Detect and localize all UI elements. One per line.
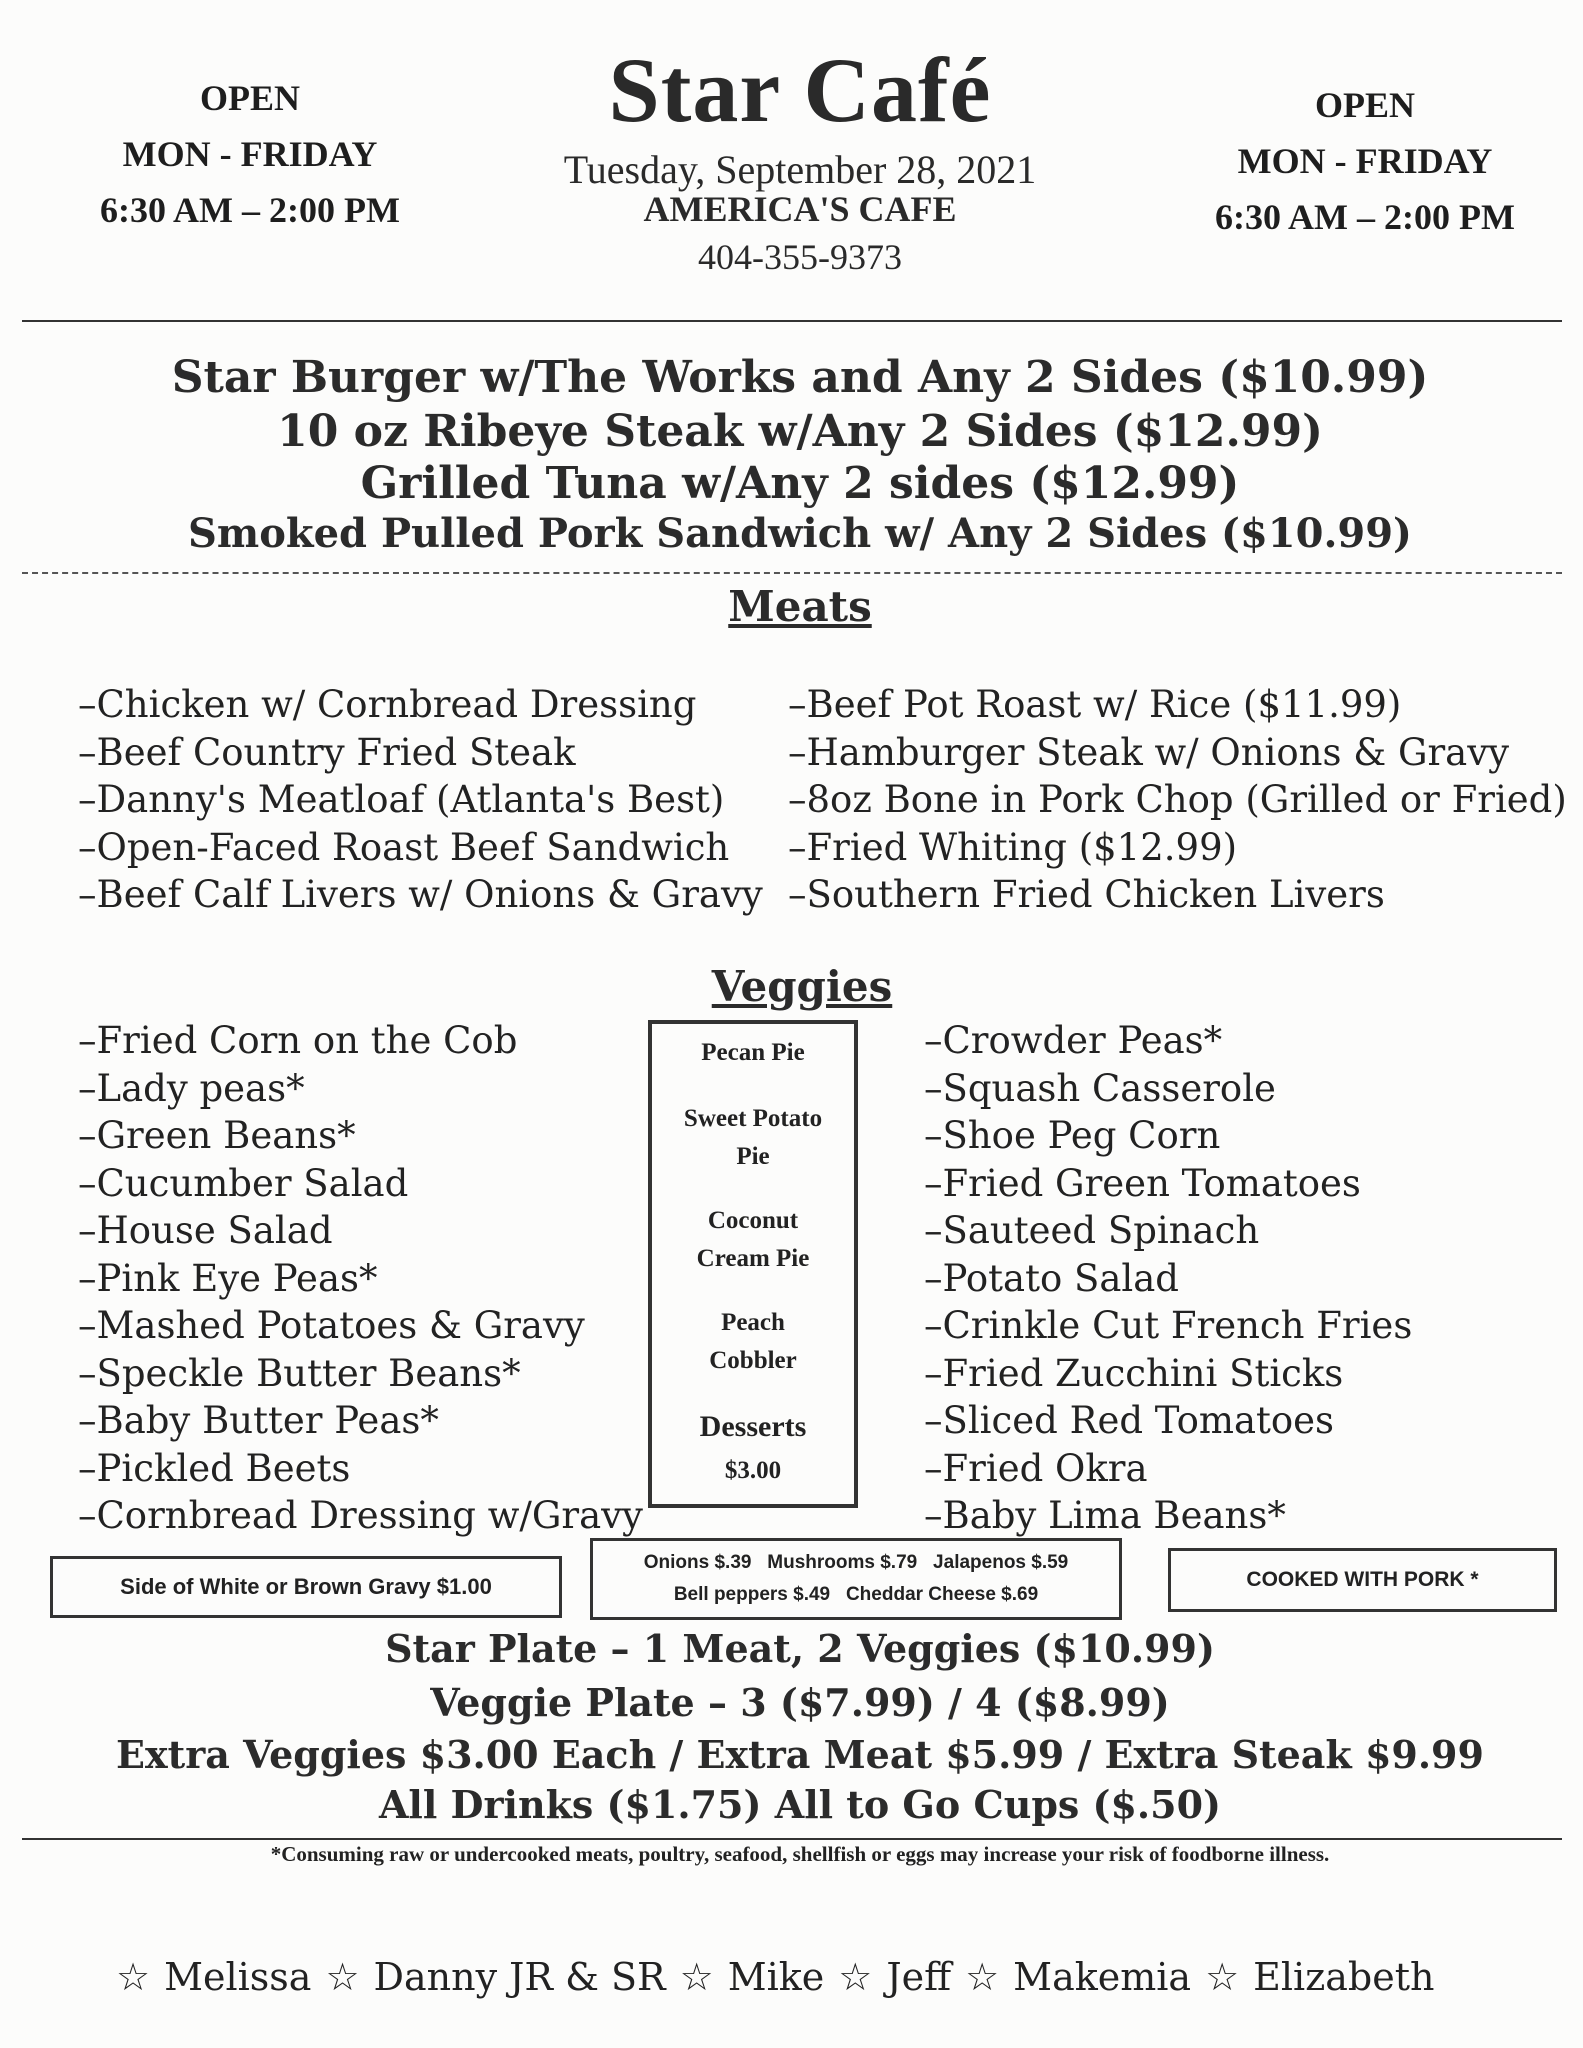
- meats-left-list: [78, 681, 763, 919]
- list-item: –Baby Butter Peas*: [78, 1399, 439, 1442]
- hours-left-open: OPEN: [199, 78, 300, 118]
- page-title: Star Café: [608, 39, 992, 141]
- star-icon: ☆: [965, 1955, 1000, 1999]
- hours-left-days: MON - FRIDAY: [122, 134, 378, 174]
- addons-box: [590, 1538, 1122, 1620]
- pork-note-box: COOKED WITH PORK *: [1168, 1548, 1557, 1612]
- header-divider: [22, 320, 1562, 322]
- star-icon: ☆: [116, 1955, 151, 1999]
- gravy-box: Side of White or Brown Gravy $1.00: [50, 1556, 562, 1618]
- drinks-line: All Drinks ($1.75) All to Go Cups ($.50): [378, 1782, 1222, 1827]
- desserts-price: $3.00: [724, 1457, 782, 1484]
- hours-right-open: OPEN: [1314, 85, 1415, 125]
- list-item: –Southern Fried Chicken Livers: [788, 873, 1385, 916]
- dessert-coconut-line1: Coconut: [707, 1207, 799, 1234]
- list-item: –Beef Country Fried Steak: [78, 730, 576, 774]
- staff-name: Makemia: [1013, 1955, 1192, 1999]
- list-item: –Fried Green Tomatoes: [924, 1161, 1361, 1205]
- list-item: –Pickled Beets: [78, 1446, 351, 1490]
- hours-left-time: 6:30 AM – 2:00 PM: [100, 190, 400, 230]
- veggie-plate: Veggie Plate – 3 ($7.99) / 4 ($8.99): [430, 1680, 1170, 1725]
- tagline: AMERICA'S CAFE: [643, 189, 957, 229]
- list-item: –Fried Okra: [924, 1446, 1148, 1490]
- desserts-label: Desserts: [699, 1410, 807, 1443]
- addons-line1: Onions $.39 Mushrooms $.79 Jalapenos $.59: [643, 1552, 1069, 1573]
- star-icon: ☆: [679, 1955, 714, 1999]
- list-item: –Lady peas*: [78, 1066, 305, 1110]
- veggies-heading: Veggies: [711, 962, 893, 1011]
- special-star-burger: Star Burger w/The Works and Any 2 Sides ($10.99): [171, 352, 1429, 403]
- staff-line: [110, 1955, 1442, 1999]
- staff-name: Jeff: [886, 1955, 952, 1999]
- list-item: –Chicken w/ Cornbread Dressing: [78, 683, 697, 726]
- list-item: –Fried Zucchini Sticks: [924, 1351, 1344, 1395]
- list-item: –Fried Corn on the Cob: [78, 1019, 518, 1062]
- staff-name: Danny JR & SR: [373, 1955, 666, 1999]
- list-item: –Crowder Peas*: [924, 1019, 1223, 1062]
- desserts-box: [648, 1020, 858, 1508]
- hours-right-time: 6:30 AM – 2:00 PM: [1215, 197, 1515, 237]
- list-item: –Squash Casserole: [924, 1066, 1276, 1110]
- extras-line: Extra Veggies $3.00 Each / Extra Meat $5.99 / Extra Steak $9.99: [116, 1732, 1484, 1777]
- special-pulled-pork: Smoked Pulled Pork Sandwich w/ Any 2 Sides ($10.99): [188, 510, 1412, 557]
- meats-heading: Meats: [728, 582, 872, 631]
- veggies-left-list: [78, 1017, 643, 1540]
- special-tuna: Grilled Tuna w/Any 2 sides ($12.99): [360, 458, 1240, 509]
- list-item: –Hamburger Steak w/ Onions & Gravy: [788, 730, 1510, 774]
- list-item: –Pink Eye Peas*: [78, 1256, 378, 1300]
- list-item: –Crinkle Cut French Fries: [924, 1304, 1413, 1347]
- list-item: –Sauteed Spinach: [924, 1209, 1260, 1252]
- list-item: –House Salad: [78, 1209, 333, 1252]
- star-icon: ☆: [1205, 1955, 1240, 1999]
- list-item: –8oz Bone in Pork Chop (Grilled or Fried): [788, 778, 1567, 821]
- footer-divider: [22, 1838, 1562, 1840]
- list-item: –Fried Whiting ($12.99): [788, 825, 1238, 869]
- star-icon: ☆: [325, 1955, 360, 1999]
- star-icon: ☆: [838, 1955, 873, 1999]
- list-item: –Cornbread Dressing w/Gravy: [78, 1494, 643, 1537]
- veggies-right-list: [924, 1017, 1412, 1540]
- list-item: –Sliced Red Tomatoes: [924, 1399, 1335, 1442]
- list-item: –Cucumber Salad: [78, 1161, 409, 1205]
- special-ribeye: 10 oz Ribeye Steak w/Any 2 Sides ($12.99): [277, 406, 1323, 457]
- addons-line2: Bell peppers $.49 Cheddar Cheese $.69: [673, 1584, 1039, 1605]
- list-item: –Open-Faced Roast Beef Sandwich: [78, 825, 730, 869]
- list-item: –Speckle Butter Beans*: [78, 1351, 521, 1395]
- staff-name: Elizabeth: [1253, 1955, 1435, 1999]
- dessert-sweet-potato-line2: Pie: [736, 1143, 770, 1170]
- meats-right-list: [788, 681, 1567, 919]
- dessert-peach-line2: Cobbler: [709, 1347, 797, 1374]
- foodborne-disclaimer: *Consuming raw or undercooked meats, poultry, seafood, shellfish or eggs may increase your risk of foodborne illness.: [270, 1842, 1330, 1866]
- list-item: –Green Beans*: [78, 1114, 356, 1157]
- staff-name: Mike: [727, 1955, 825, 1999]
- list-item: –Danny's Meatloaf (Atlanta's Best): [78, 778, 725, 821]
- list-item: –Beef Calf Livers w/ Onions & Gravy: [78, 873, 763, 916]
- star-plate: Star Plate – 1 Meat, 2 Veggies ($10.99): [385, 1626, 1215, 1671]
- list-item: –Potato Salad: [924, 1256, 1179, 1300]
- specials-divider: [22, 572, 1562, 574]
- hours-right-days: MON - FRIDAY: [1237, 141, 1493, 181]
- dessert-sweet-potato-line1: Sweet Potato: [683, 1105, 823, 1132]
- menu-date: Tuesday, September 28, 2021: [563, 147, 1037, 192]
- dessert-coconut-line2: Cream Pie: [696, 1245, 810, 1272]
- dessert-peach-line1: Peach: [721, 1309, 785, 1336]
- list-item: –Shoe Peg Corn: [924, 1114, 1221, 1157]
- list-item: –Beef Pot Roast w/ Rice ($11.99): [788, 683, 1402, 726]
- staff-name: Melissa: [164, 1955, 312, 1999]
- phone-number: 404-355-9373: [698, 237, 902, 277]
- list-item: –Baby Lima Beans*: [924, 1494, 1286, 1537]
- list-item: –Mashed Potatoes & Gravy: [78, 1304, 585, 1347]
- dessert-pecan-pie: Pecan Pie: [701, 1039, 805, 1066]
